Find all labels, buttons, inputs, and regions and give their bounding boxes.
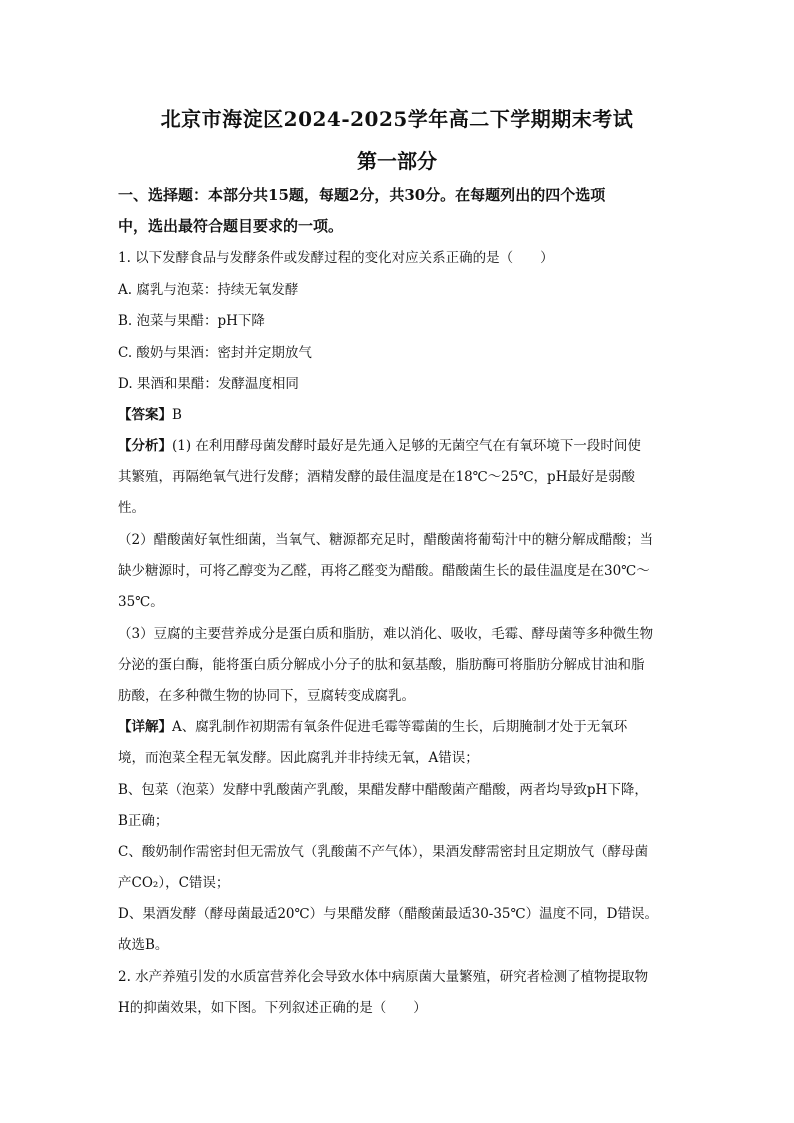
question-1-option-d: D. 果酒和果醋：发酵温度相同 bbox=[118, 376, 299, 392]
detail-line-2: 境，而泡菜全程无氧发酵。因此腐乳并非持续无氧，A错误； bbox=[118, 750, 479, 766]
analysis-line-8: 分泌的蛋白酶，能将蛋白质分解成小分子的肽和氨基酸，脂肪酶可将脂肪分解成甘油和脂 bbox=[118, 657, 645, 673]
detail-line-6 bbox=[118, 874, 229, 892]
question-1-option-c: C. 酸奶与果酒：密封并定期放气 bbox=[118, 345, 312, 361]
detail-line-5: C、酸奶制作需密封但无需放气（乳酸菌不产气体），果酒发酵需密封且定期放气（酵母菌 bbox=[118, 844, 649, 860]
question-1-stem: 1. 以下发酵食品与发酵条件或发酵过程的变化对应关系正确的是（ ） bbox=[118, 250, 554, 266]
question-2-stem-line2: H的抑菌效果，如下图。下列叙述正确的是（ ） bbox=[118, 1000, 427, 1016]
section-instructions-line1: 一、选择题：本部分共15题，每题2分，共30分。在每题列出的四个选项 bbox=[118, 186, 606, 204]
detail-text-1: A、腐乳制作初期需有氧条件促进毛霉等霉菌的生长，后期腌制才处于无氧环 bbox=[172, 719, 628, 735]
analysis-line-3: 性。 bbox=[118, 500, 145, 516]
analysis-text-1: (1) 在利用酵母菌发酵时最好是先通入足够的无菌空气在有氧环境下一段时间使 bbox=[172, 438, 641, 454]
detail-line-3: B、包菜（泡菜）发酵中乳酸菌产乳酸，果醋发酵中醋酸菌产醋酸，两者均导致pH下降， bbox=[118, 782, 648, 798]
analysis-line-7: （3）豆腐的主要营养成分是蛋白质和脂肪，难以消化、吸收，毛霉、酵母菌等多种微生物 bbox=[118, 626, 654, 642]
question-1-option-b: B. 泡菜与果醋：pH下降 bbox=[118, 313, 265, 329]
detail-text-6a: 产CO bbox=[118, 875, 153, 891]
analysis-line-1 bbox=[118, 437, 641, 455]
detail-text-6b: ），C错误； bbox=[158, 875, 230, 891]
detail-line-8: 故选B。 bbox=[118, 937, 169, 953]
exam-title: 北京市海淀区2024-2025学年高二下学期期末考试 bbox=[160, 107, 634, 131]
answer-line bbox=[118, 406, 182, 424]
answer-value: B bbox=[172, 407, 182, 423]
analysis-line-2: 其繁殖，再隔绝氧气进行发酵；酒精发酵的最佳温度是在18℃～25℃，pH最好是弱酸 bbox=[118, 469, 635, 485]
answer-tag: 【答案】 bbox=[118, 407, 172, 423]
analysis-line-9: 肪酸，在多种微生物的协同下，豆腐转变成腐乳。 bbox=[118, 688, 415, 704]
section-instructions-line2: 中，选出最符合题目要求的一项。 bbox=[118, 217, 344, 235]
analysis-line-4: （2）醋酸菌好氧性细菌，当氧气、糖源都充足时，醋酸菌将葡萄汁中的糖分解成醋酸；当 bbox=[118, 532, 654, 548]
analysis-tag: 【分析】 bbox=[118, 438, 172, 454]
detail-line-7: D、果酒发酵（酵母菌最适20℃）与果醋发酵（醋酸菌最适30-35℃）温度不同，D错误。 bbox=[118, 906, 658, 922]
part-heading: 第一部分 bbox=[357, 149, 437, 173]
detail-line-1 bbox=[118, 718, 627, 736]
analysis-line-5: 缺少糖源时，可将乙醇变为乙醛，再将乙醛变为醋酸。醋酸菌生长的最佳温度是在30℃～ bbox=[118, 563, 650, 579]
question-2-stem-line1: 2. 水产养殖引发的水质富营养化会导致水体中病原菌大量繁殖，研究者检测了植物提取物 bbox=[118, 969, 649, 985]
analysis-line-6: 35℃。 bbox=[118, 594, 164, 610]
co2-subscript: ₂ bbox=[152, 875, 159, 891]
detail-tag: 【详解】 bbox=[118, 719, 172, 735]
detail-line-4: B正确； bbox=[118, 813, 169, 829]
question-1-option-a: A. 腐乳与泡菜：持续无氧发酵 bbox=[118, 282, 299, 298]
